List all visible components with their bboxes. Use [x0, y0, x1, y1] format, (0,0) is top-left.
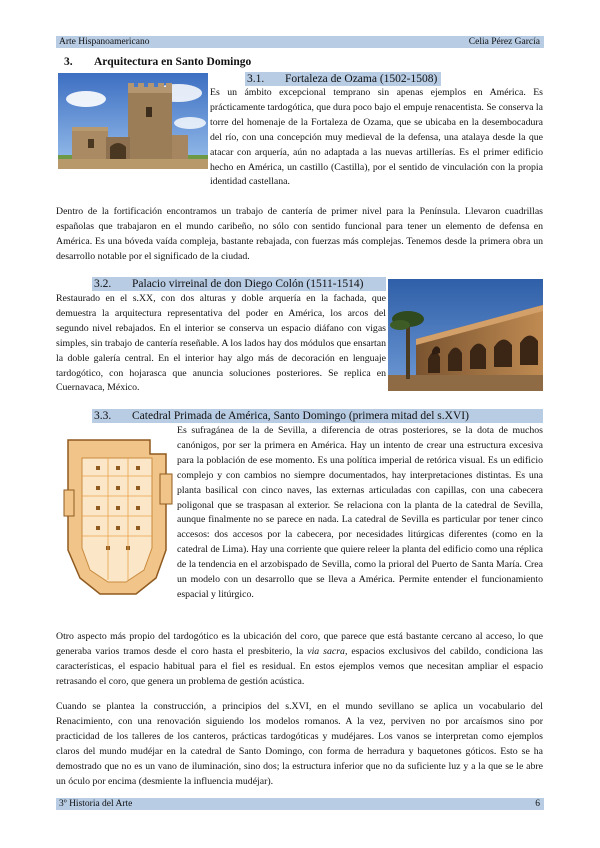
subsection-3-2-heading	[92, 277, 386, 291]
subsection-3-3-number: 3.3.	[94, 410, 112, 422]
paragraph-construccion: Cuando se plantea la construcción, a principios del s.XVI, en el mundo sevillano se aplica un vocabulario del Renacimiento, con una renovación siguiendo los modelos romanos. A la vez, perviven no por arcaísmos sino por practicidad de los talleres de los canteros, prácticas tardogóticas y mudéjares. Los vanos se interpretan como ejemplos claros del mundo mudéjar en la catedral de Santo Domingo, con forma de herradura y baquetones góticos. Esto se ha demostrado que no es un vano de iluminación, sino dos; la estructura inferior que no da suficiente luz y a la que se le abre un óculo por encima (desmiente la influencia mudéjar).	[56, 701, 543, 787]
subsection-3-2-number: 3.2.	[94, 278, 112, 290]
section-number: 3.	[64, 56, 73, 68]
page-footer	[56, 798, 544, 810]
subsection-3-1-heading	[245, 72, 441, 86]
subsection-3-3-heading	[92, 409, 543, 423]
header-course: Arte Hispanoamericano	[59, 37, 150, 47]
footer-course-year: 3º Historia del Arte	[59, 799, 133, 809]
paragraph-coro-before: Otro aspecto más propio del tardogótico es la ubicación del coro, que parece que está bastante cercano al acceso, lo que generaba varios tramos desde el coro hasta el presbiterio, la	[56, 631, 543, 657]
paragraph-coro-via-sacra: via sacra	[307, 645, 345, 657]
paragraph-fortificacion: Dentro de la fortificación encontramos un trabajo de cantería de primer nivel para la Península. Llevaron cuadrillas españolas que trabajaron en el mundo caribeño, no sólo con sentido funcional para tener un elemento de defensa en América. Es una bóveda vaída compleja, bastante rebajada, con fuerzas más complejas. Tenemos desde la primera obra un desarrollo notable por el significado de la ciudad.	[56, 206, 543, 262]
footer-page-number: 6	[535, 799, 540, 809]
paragraph-coro-after: , espacios exclusivos del cabildo, condiciona las características, el espacio habitual para el fiel es residual. En estos ejemplos vemos que necesitan ampliar el espacio retrasando el coro, que genera un problema de gestión acústica.	[56, 645, 543, 687]
paragraph-coro	[56, 630, 543, 690]
paragraph-catedral: Es sufragánea de la de Sevilla, a diferencia de otras posteriores, se la dota de muchos canónigos, por ser la primera en América. Hay un intento de crear una estructura excesiva para la población de ese momento. Es una política imperial de retórica visual. Es un edificio complejo y con cambios no siempre documentados, hay interpretaciones distintas. Es una planta basilical con cinco naves, las externas articuladas con capillas, con una cabecera poligonal que se traspasan al exterior. Se relaciona con la planta de la catedral de Sevilla, aunque finalmente no se parece en nada. La catedral de Sevilla es particular por tener cinco accesos: dos accesos por la cabecera, por necesidades litúrgicas diferentes (como en la catedral de Lima). Hay una corriente que quiere releer la planta del edificio como una réplica de la tendencia en el arzobispado de Sevilla, como la prioral del Puerto de Santa María. Crea un modelo con un desarrollo que se lleva a América. Permite entender el funcionamiento espacial y litúrgico.	[177, 425, 543, 600]
paragraph-palacio: Restaurado en el s.XX, con dos alturas y doble arquería en la fachada, que demuestra la arquitectura representativa del poder en América, los arcos del segundo nivel rebajados. En el interior se conserva un espacio diáfano con vigas simples, sin trabajo de cantería reseñable. A los lados hay dos módulos que ensartan la doble galería central. En el interior hay algo más de decoración en lenguaje tardogótico, con hojarasca que anuncia soluciones posteriores. Se replica en Cuernavaca, México.	[56, 293, 386, 394]
section-title	[64, 56, 251, 68]
subsection-3-1-number: 3.1.	[247, 73, 265, 85]
palacio-diego-colon-image	[388, 279, 543, 391]
section-title-text: Arquitectura en Santo Domingo	[94, 56, 252, 68]
page-header	[56, 36, 544, 48]
fortaleza-ozama-image	[58, 73, 208, 169]
subsection-3-1-title: Fortaleza de Ozama (1502-1508)	[285, 73, 438, 85]
catedral-floor-plan-image	[60, 430, 175, 610]
header-author: Celia Pérez García	[468, 37, 540, 47]
subsection-3-3-title: Catedral Primada de América, Santo Domingo (primera mitad del s.XVI)	[132, 410, 469, 422]
paragraph-fortaleza: Es un ámbito excepcional temprano sin apenas ejemplos en América. Es prácticamente tardogótica, que dura poco bajo el empuje renacentista. Se conserva la torre del homenaje de la Fortaleza de Ozama, que se ubicaba en la desembocadura del río, con una concepción muy medieval de la defensa, una atalaya desde la que atacar con arquería, aún no adaptada a las nuevas artillerías. Es el primer edificio hecho en América, un castillo (Castilla), por el sentido de vinculación con la propia identidad castellana.	[210, 87, 543, 188]
subsection-3-2-title: Palacio virreinal de don Diego Colón (1511-1514)	[132, 278, 364, 290]
